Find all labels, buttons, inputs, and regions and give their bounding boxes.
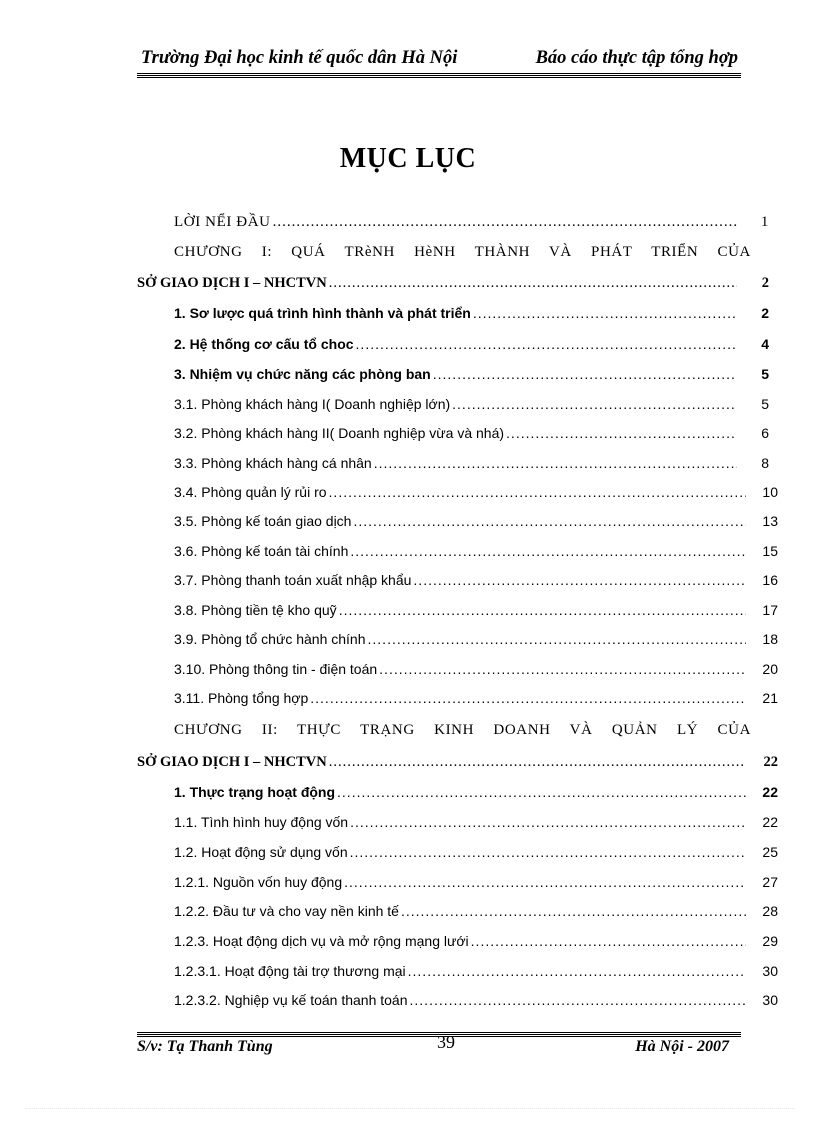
toc-leader-dots [337, 784, 746, 800]
toc-entry-page: 20 [762, 661, 778, 677]
toc-leader-dots [350, 543, 746, 559]
toc-entry[interactable] [174, 903, 778, 925]
toc-entry[interactable] [174, 784, 778, 806]
header-university: Trường Đại học kinh tế quốc dân Hà Nội [141, 48, 458, 68]
toc-leader-dots [408, 963, 746, 979]
toc-entry[interactable] [174, 305, 769, 327]
toc-leader-dots [329, 484, 746, 500]
toc-leader-dots [339, 602, 746, 618]
toc-entry[interactable] [174, 814, 778, 836]
toc-leader-dots [506, 425, 737, 441]
toc-entry-page: 29 [762, 933, 778, 949]
toc-leader-dots [353, 513, 746, 529]
toc-entry-page: 13 [762, 513, 778, 529]
page-title: MỤC LỤC [339, 143, 477, 174]
toc-entry-text: 3.10. Phòng thông tin - điện toán [174, 661, 378, 677]
toc-entry-page: 8 [761, 455, 769, 471]
toc-entry[interactable] [174, 602, 778, 624]
toc-entry[interactable] [174, 572, 778, 594]
toc-entry-text: SỞ GIAO DỊCH I – NHCTVN [137, 275, 327, 291]
header-rule [137, 73, 741, 78]
toc-leader-dots [413, 572, 746, 588]
toc-entry-text: 3.7. Phòng thanh toán xuất nhập khẩu [174, 572, 412, 588]
toc-entry[interactable] [174, 484, 778, 506]
toc-entry-text: LỜI NỂI ĐẦU [174, 214, 271, 230]
toc-leader-dots [471, 933, 746, 949]
toc-leader-dots [350, 844, 746, 860]
toc-entry-page: 16 [762, 572, 778, 588]
toc-entry-page: 21 [762, 690, 778, 706]
page-bottom-edge [25, 1108, 795, 1109]
toc-entry[interactable] [174, 336, 769, 358]
toc-entry[interactable] [174, 455, 769, 477]
page-header [137, 48, 741, 74]
footer-student-name: S/v: Tạ Thanh Tùng [137, 1038, 273, 1055]
toc-entry-text: 3.4. Phòng quản lý rủi ro [174, 484, 327, 500]
toc-entry-page: 5 [761, 366, 769, 382]
toc-entry-page: 30 [762, 963, 778, 979]
toc-entry[interactable] [174, 631, 778, 653]
toc-entry[interactable] [174, 933, 778, 955]
toc-entry-page: 28 [762, 903, 778, 919]
toc-entry-page: 5 [761, 396, 769, 412]
toc-entry-text: 3.3. Phòng khách hàng cá nhân [174, 455, 372, 471]
toc-chapter-2-line1[interactable]: CHƯƠNG II: THỰC TRẠNG KINH DOANH VÀ QUẢN LÝ CỦA [174, 722, 751, 738]
toc-leader-dots [410, 992, 746, 1008]
toc-entry-text: 1.1. Tình hình huy động vốn [174, 814, 349, 830]
header-report-title: Báo cáo thực tập tổng hợp [535, 48, 738, 68]
toc-entry-text: 1.2. Hoạt động sử dụng vốn [174, 844, 348, 860]
toc-leader-dots [401, 903, 746, 919]
toc-leader-dots [374, 455, 737, 471]
toc-entry-text: 1.2.1. Nguồn vốn huy động [174, 874, 343, 890]
toc-entry-page: 22 [762, 814, 778, 830]
footer-place-year: Hà Nội - 2007 [635, 1038, 729, 1055]
toc-entry-text: 1.2.3.2. Nghiệp vụ kế toán thanh toán [174, 992, 408, 1008]
toc-entry-text: 1.2.3. Hoạt động dịch vụ và mở rộng mạng lưới [174, 933, 469, 949]
toc-entry[interactable] [174, 963, 778, 985]
toc-leader-dots [379, 661, 746, 677]
toc-entry-page: 2 [761, 305, 769, 321]
toc-entry-page: 22 [763, 754, 778, 770]
toc-entry-text: 1.2.2. Đầu tư và cho vay nền kinh tế [174, 903, 399, 919]
toc-entry[interactable] [174, 425, 769, 447]
page-footer [137, 1032, 741, 1060]
toc-entry-page: 18 [762, 631, 778, 647]
toc-entry-text: SỞ GIAO DỊCH I – NHCTVN [137, 754, 327, 770]
toc-entry[interactable] [174, 543, 778, 565]
toc-leader-dots [452, 396, 737, 412]
toc-entry-text: 3.8. Phòng tiền tệ kho quỹ [174, 602, 337, 618]
toc-leader-dots [344, 874, 746, 890]
toc-entry-page: 17 [762, 602, 778, 618]
toc-entry-text: 3.6. Phòng kế toán tài chính [174, 543, 349, 559]
toc-entry-text: 1.2.3.1. Hoạt động tài trợ thương mại [174, 963, 406, 979]
toc-entry-text: 3. Nhiệm vụ chức năng các phòng ban [174, 366, 431, 382]
toc-entry-page: 2 [761, 275, 769, 291]
toc-entry-text: 1. Sơ lược quá trình hình thành và phát triển [174, 305, 471, 321]
toc-entry-page: 4 [761, 336, 769, 352]
toc-entry[interactable] [174, 661, 778, 683]
toc-entry-page: 1 [760, 214, 769, 230]
toc-entry-page: 27 [762, 874, 778, 890]
toc-leader-dots [273, 214, 737, 231]
toc-leader-dots [356, 336, 737, 352]
toc-entry-page: 15 [762, 543, 778, 559]
toc-leader-dots [310, 690, 746, 706]
toc-entry[interactable] [174, 366, 769, 388]
toc-chapter-2-line2[interactable] [137, 754, 778, 776]
toc-entry[interactable] [174, 992, 778, 1014]
toc-entry-page: 22 [762, 784, 778, 800]
footer-page-number: 39 [437, 1032, 455, 1052]
toc-entry-text: 3.11. Phòng tổng hợp [174, 690, 309, 706]
toc-leader-dots [329, 754, 746, 771]
toc-entry[interactable] [174, 690, 778, 712]
toc-leader-dots [473, 305, 737, 321]
toc-chapter-1-line1[interactable]: CHƯƠNG I: QUÁ TRèNH HèNH THÀNH VÀ PHÁT TRIỂN CỦA [174, 244, 751, 260]
toc-leader-dots [350, 814, 746, 830]
toc-entry-text: 1. Thực trạng hoạt động [174, 784, 336, 800]
toc-entry-page: 10 [762, 484, 778, 500]
toc-leader-dots [368, 631, 746, 647]
toc-entry-text: 3.1. Phòng khách hàng I( Doanh nghiệp lớn) [174, 396, 451, 412]
toc-leader-dots [329, 275, 737, 292]
toc-entry-page: 6 [761, 425, 769, 441]
toc-entry[interactable] [174, 513, 778, 535]
toc-leader-dots [433, 366, 737, 382]
toc-entry[interactable] [174, 844, 778, 866]
toc-entry-text: 3.2. Phòng khách hàng II( Doanh nghiệp vừa và nhá) [174, 425, 505, 441]
toc-chapter-1-line2[interactable] [137, 275, 769, 297]
toc-entry-page: 30 [762, 992, 778, 1008]
toc-entry[interactable] [174, 396, 769, 418]
toc-entry[interactable] [174, 874, 778, 896]
toc-entry-text: 3.9. Phòng tổ chức hành chính [174, 631, 366, 647]
toc-entry-loi-noi-dau[interactable] [174, 214, 769, 236]
toc-entry-page: 25 [762, 844, 778, 860]
toc-entry-text: 3.5. Phòng kế toán giao dịch [174, 513, 352, 529]
toc-entry-text: 2. Hệ thống cơ cấu tổ choc [174, 336, 354, 352]
